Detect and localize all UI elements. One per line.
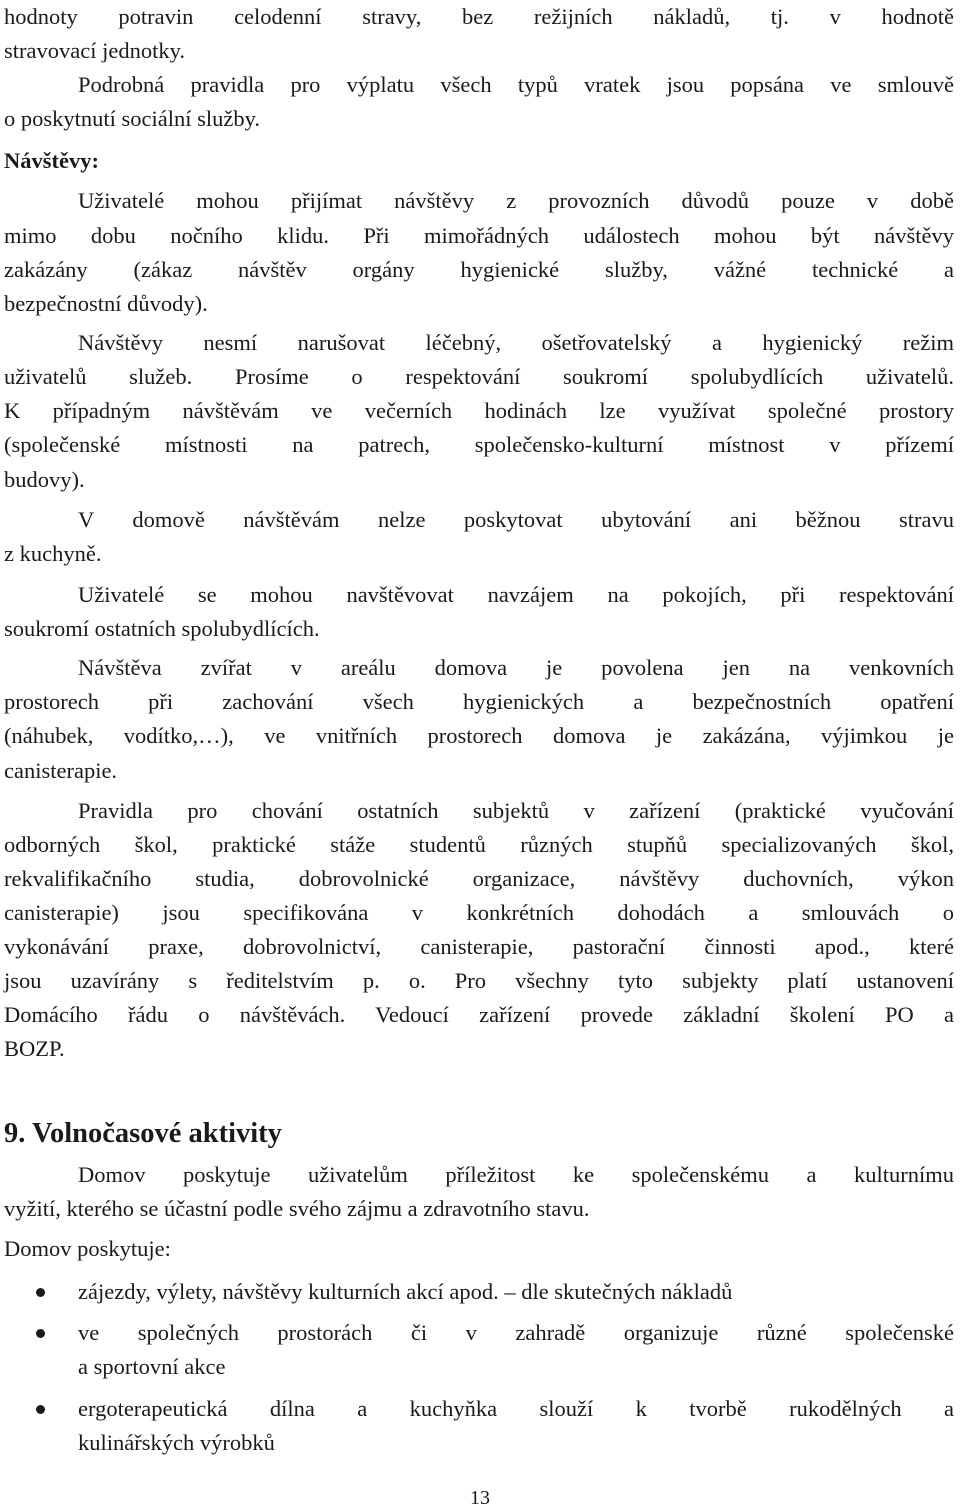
- text-line: rekvalifikačního studia, dobrovolnické organizace, návštěvy duchovních, výkon: [4, 866, 954, 891]
- text-line: Domov poskytuje:: [4, 1236, 171, 1261]
- text-line: Domácího řádu o návštěvách. Vedoucí zařízení provede základní školení PO a: [4, 1002, 954, 1027]
- text-line: canisterapie.: [4, 758, 118, 783]
- list-item: ergoterapeutická dílna a kuchyňka slouží k tvorbě rukodělných a: [78, 1396, 954, 1421]
- text-line: uživatelů služeb. Prosíme o respektování soukromí spolubydlících uživatelů.: [4, 364, 954, 389]
- text-line: (náhubek, vodítko,…), ve vnitřních prostorech domova je zakázána, výjimkou je: [4, 723, 954, 748]
- text-line: z kuchyně.: [4, 541, 102, 566]
- text-line: budovy).: [4, 467, 85, 492]
- text-line: Návštěva zvířat v areálu domova je povolena jen na venkovních: [78, 655, 954, 680]
- list-item: zájezdy, výlety, návštěvy kulturních akcí apod. – dle skutečných nákladů: [78, 1279, 733, 1304]
- text-line: zakázány (zákaz návštěv orgány hygienické služby, vážné technické a: [4, 257, 954, 282]
- text-line: Pravidla pro chování ostatních subjektů v zařízení (praktické vyučování: [78, 798, 954, 823]
- text-line: Uživatelé se mohou navštěvovat navzájem na pokojích, při respektování: [78, 582, 954, 607]
- text-line: o poskytnutí sociální služby.: [4, 106, 261, 131]
- text-line: stravovací jednotky.: [4, 38, 185, 63]
- list-item-continuation: kulinářských výrobků: [78, 1430, 275, 1455]
- visits-heading: Návštěvy:: [4, 148, 99, 173]
- text-line: Návštěvy nesmí narušovat léčebný, ošetřovatelský a hygienický režim: [78, 330, 954, 355]
- page-number: 13: [470, 1487, 490, 1509]
- bullet-icon: [36, 1288, 45, 1297]
- section-heading: 9. Volnočasové aktivity: [4, 1118, 282, 1149]
- text-line: Domov poskytuje uživatelům příležitost ke společenskému a kulturnímu: [78, 1162, 954, 1187]
- text-line: V domově návštěvám nelze poskytovat ubytování ani běžnou stravu: [78, 507, 954, 532]
- text-line: prostorech při zachování všech hygienických a bezpečnostních opatření: [4, 689, 954, 714]
- text-line: (společenské místnosti na patrech, společensko-kulturní místnost v přízemí: [4, 432, 954, 457]
- bullet-icon: [36, 1405, 45, 1414]
- text-line: vykonávání praxe, dobrovolnictví, canisterapie, pastorační činnosti apod., které: [4, 934, 954, 959]
- list-item: ve společných prostorách či v zahradě organizuje různé společenské: [78, 1320, 954, 1345]
- text-line: jsou uzavírány s ředitelstvím p. o. Pro všechny tyto subjekty platí ustanovení: [4, 968, 954, 993]
- text-line: vyžití, kterého se účastní podle svého zájmu a zdravotního stavu.: [4, 1196, 590, 1221]
- text-line: bezpečnostní důvody).: [4, 291, 208, 316]
- text-line: mimo dobu nočního klidu. Při mimořádných událostech mohou být návštěvy: [4, 223, 954, 248]
- text-line: Uživatelé mohou přijímat návštěvy z provozních důvodů pouze v době: [78, 188, 954, 213]
- bullet-icon: [36, 1329, 45, 1338]
- text-line: odborných škol, praktické stáže studentů různých stupňů specializovaných škol,: [4, 832, 954, 857]
- list-item-continuation: a sportovní akce: [78, 1354, 226, 1379]
- text-line: canisterapie) jsou specifikována v konkrétních dohodách a smlouvách o: [4, 900, 954, 925]
- text-line: hodnoty potravin celodenní stravy, bez režijních nákladů, tj. v hodnotě: [4, 4, 954, 29]
- text-line: BOZP.: [4, 1036, 65, 1061]
- text-line: soukromí ostatních spolubydlících.: [4, 616, 320, 641]
- text-line: K případným návštěvám ve večerních hodinách lze využívat společné prostory: [4, 398, 954, 423]
- text-line: Podrobná pravidla pro výplatu všech typů vratek jsou popsána ve smlouvě: [78, 72, 954, 97]
